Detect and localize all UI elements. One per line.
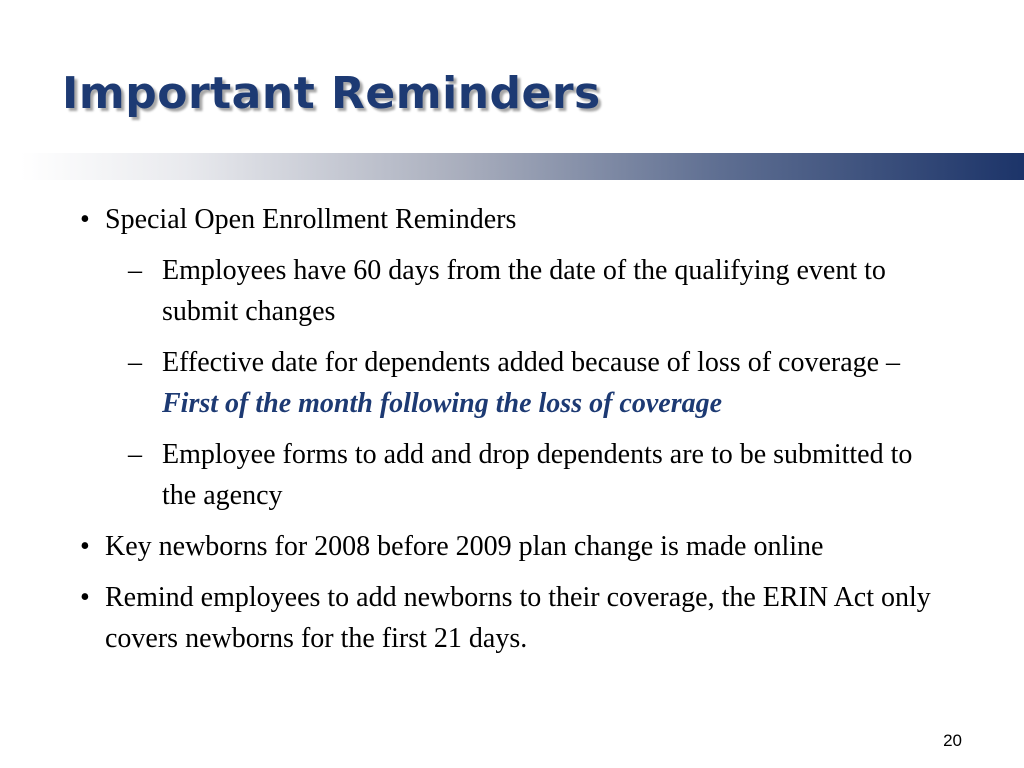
sub-bullet-item <box>0 342 1024 424</box>
bullet-text: Special Open Enrollment Reminders <box>105 204 517 235</box>
bullet-text: Remind employees to add newborns to their coverage, the ERIN Act only covers newborns for the first 21 days. <box>105 582 931 654</box>
bullet-item <box>0 526 1024 567</box>
bullet-item <box>0 199 1024 240</box>
sub-bullet-text: Employee forms to add and drop dependents are to be submitted to the agency <box>162 439 913 511</box>
bullet-marker: • <box>80 204 90 235</box>
dash-marker: – <box>128 347 142 378</box>
sub-bullet-item <box>0 250 1024 332</box>
bullet-marker: • <box>80 582 90 613</box>
dash-marker: – <box>128 255 142 286</box>
slide-content <box>0 199 1024 669</box>
title-gradient-rule <box>0 153 1024 180</box>
sub-bullet-text: Employees have 60 days from the date of the qualifying event to submit changes <box>162 255 886 327</box>
bullet-item <box>0 577 1024 659</box>
bullet-text: Key newborns for 2008 before 2009 plan change is made online <box>105 531 824 562</box>
slide-title: Important Reminders <box>62 68 601 119</box>
bullet-marker: • <box>80 531 90 562</box>
sub-bullet-item <box>0 434 1024 516</box>
dash-marker: – <box>128 439 142 470</box>
highlighted-text: First of the month following the loss of coverage <box>162 388 723 419</box>
page-number: 20 <box>943 731 962 750</box>
sub-bullet-text: Effective date for dependents added because of loss of coverage – <box>162 347 901 378</box>
